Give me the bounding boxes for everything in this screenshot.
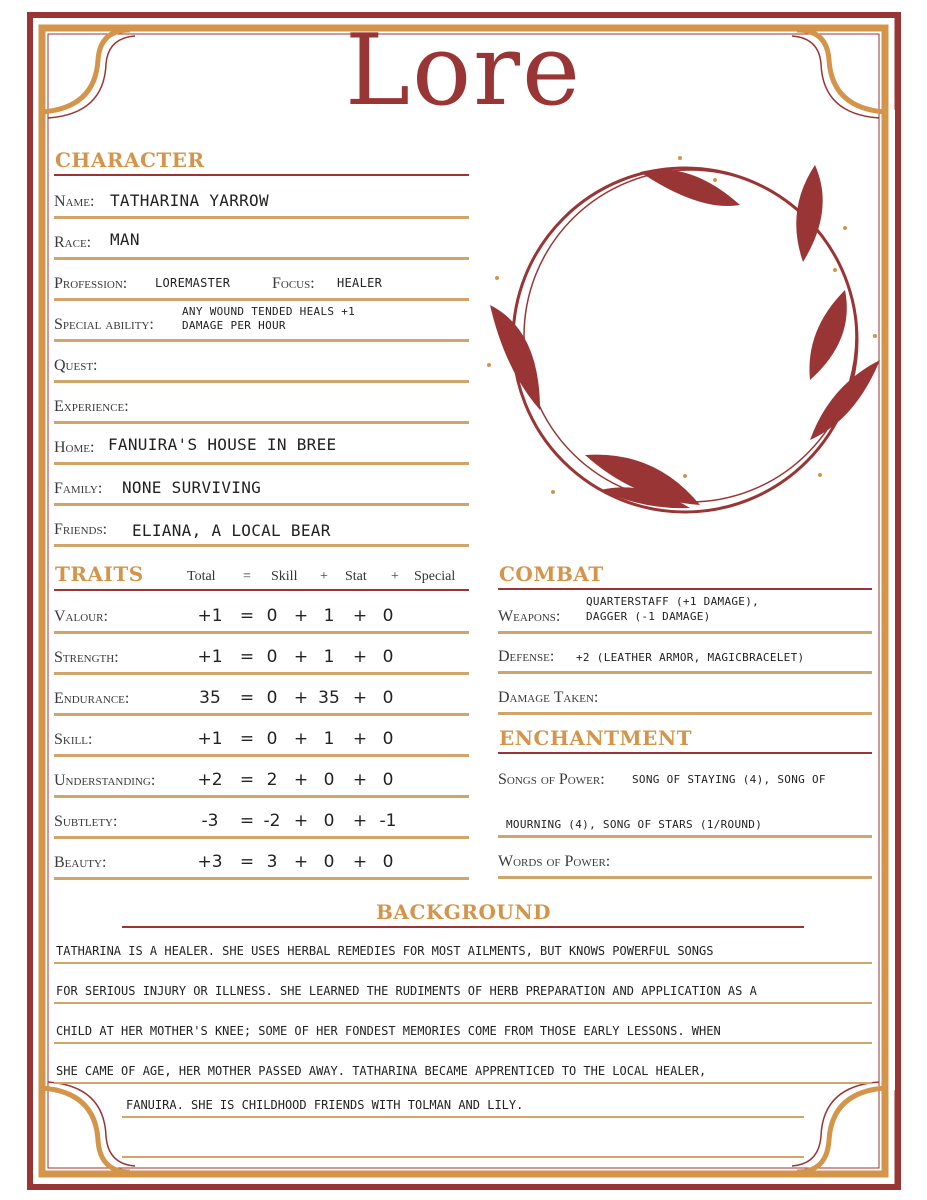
trait-stat-value[interactable]: 1	[323, 729, 335, 749]
trait-special-value[interactable]: 0	[382, 852, 394, 872]
home-value[interactable]: FANUIRA'S HOUSE IN BREE	[108, 435, 337, 454]
trait-label: Endurance:	[54, 690, 130, 707]
trait-label: Understanding:	[54, 772, 156, 789]
defense-row[interactable]	[498, 631, 872, 674]
home-row[interactable]	[54, 422, 469, 465]
trait-p2-value: +	[352, 770, 368, 790]
songs-line1[interactable]: SONG OF STAYING (4), SONG OF	[632, 773, 826, 786]
background-line-6[interactable]	[122, 1120, 804, 1158]
background-line-3[interactable]	[54, 1006, 872, 1044]
words-of-power-row[interactable]	[498, 836, 872, 879]
trait-row[interactable]	[54, 796, 469, 839]
defense-value[interactable]: +2 (LEATHER ARMOR, MAGICBRACELET)	[576, 651, 805, 664]
trait-p1-value: +	[293, 811, 309, 831]
friends-label: Friends:	[54, 521, 108, 538]
defense-label: Defense:	[498, 648, 555, 665]
trait-stat-value[interactable]: 35	[318, 688, 340, 708]
family-label: Family:	[54, 480, 103, 497]
weapons-line1[interactable]: QUARTERSTAFF (+1 DAMAGE),	[586, 595, 760, 608]
traits-col-eq: =	[243, 569, 251, 584]
trait-skill-value[interactable]: -2	[263, 811, 281, 831]
trait-total-value[interactable]: +1	[197, 606, 223, 626]
trait-stat-value[interactable]: 0	[323, 811, 335, 831]
trait-p1-value: +	[293, 606, 309, 626]
name-label: Name:	[54, 193, 95, 210]
trait-eq-value: =	[239, 811, 255, 831]
trait-p1-value: +	[293, 647, 309, 667]
background-heading: BACKGROUND	[376, 900, 551, 924]
trait-row[interactable]	[54, 591, 469, 634]
trait-skill-value[interactable]: 0	[266, 688, 278, 708]
traits-col-skill: Skill	[271, 569, 298, 584]
trait-special-value[interactable]: 0	[382, 729, 394, 749]
background-text-1: TATHARINA IS A HEALER. SHE USES HERBAL REMEDIES FOR MOST AILMENTS, BUT KNOWS POWERFUL SONGS	[56, 944, 714, 958]
background-text-5: FANUIRA. SHE IS CHILDHOOD FRIENDS WITH TOLMAN AND LILY.	[126, 1098, 524, 1112]
trait-row[interactable]	[54, 755, 469, 798]
songs-of-power-row[interactable]	[498, 754, 872, 794]
trait-eq-value: =	[239, 852, 255, 872]
trait-eq-value: =	[239, 647, 255, 667]
trait-row[interactable]	[54, 714, 469, 757]
trait-total-value[interactable]: +1	[197, 647, 223, 667]
profession-label: Profession:	[54, 275, 128, 292]
friends-row[interactable]	[54, 504, 469, 547]
weapons-row[interactable]	[498, 591, 872, 634]
songs-of-power-row-2[interactable]	[498, 795, 872, 838]
character-heading: CHARACTER	[55, 148, 205, 172]
race-row[interactable]	[54, 217, 469, 260]
trait-skill-value[interactable]: 0	[266, 729, 278, 749]
background-line-4[interactable]	[54, 1046, 872, 1084]
trait-p1-value: +	[293, 688, 309, 708]
trait-eq-value: =	[239, 688, 255, 708]
trait-skill-value[interactable]: 0	[266, 606, 278, 626]
traits-col-stat: Stat	[345, 569, 367, 584]
trait-stat-value[interactable]: 0	[323, 770, 335, 790]
trait-skill-value[interactable]: 2	[266, 770, 278, 790]
trait-total-value[interactable]: -3	[201, 811, 219, 831]
family-value[interactable]: NONE SURVIVING	[122, 478, 262, 497]
traits-col-special: Special	[414, 569, 456, 584]
trait-p1-value: +	[293, 729, 309, 749]
damage-taken-row[interactable]	[498, 672, 872, 715]
special-ability-row[interactable]	[54, 299, 469, 342]
traits-heading: TRAITS	[55, 562, 144, 586]
songs-of-power-label: Songs of Power:	[498, 771, 605, 788]
trait-special-value[interactable]: 0	[382, 606, 394, 626]
trait-total-value[interactable]: +3	[197, 852, 223, 872]
background-text-2: FOR SERIOUS INJURY OR ILLNESS. SHE LEARNED THE RUDIMENTS OF HERB PREPARATION AND APPLICATION AS A	[56, 984, 757, 998]
combat-heading: COMBAT	[499, 562, 604, 586]
name-value[interactable]: TATHARINA YARROW	[110, 191, 269, 210]
background-text-3: CHILD AT HER MOTHER'S KNEE; SOME OF HER FONDEST MEMORIES COME FROM THOSE EARLY LESSONS. WHEN	[56, 1024, 721, 1038]
special-ability-label: Special ability:	[54, 316, 154, 333]
trait-p1-value: +	[293, 770, 309, 790]
trait-p2-value: +	[352, 647, 368, 667]
special-ability-line1[interactable]: ANY WOUND TENDED HEALS +1	[182, 305, 356, 318]
home-label: Home:	[54, 439, 95, 456]
traits-col-plus2: +	[391, 569, 399, 584]
weapons-label: Weapons:	[498, 608, 561, 625]
trait-stat-value[interactable]: 0	[323, 852, 335, 872]
trait-special-value[interactable]: -1	[379, 811, 397, 831]
combat-heading-rule	[498, 588, 872, 590]
trait-eq-value: =	[239, 729, 255, 749]
weapons-line2[interactable]: DAGGER (-1 DAMAGE)	[586, 610, 711, 623]
trait-total-value[interactable]: +1	[197, 729, 223, 749]
trait-p2-value: +	[352, 811, 368, 831]
trait-p2-value: +	[352, 852, 368, 872]
focus-value[interactable]: HEALER	[337, 276, 383, 290]
trait-skill-value[interactable]: 3	[266, 852, 278, 872]
race-label: Race:	[54, 234, 92, 251]
words-of-power-label: Words of Power:	[498, 853, 611, 870]
enchantment-heading: ENCHANTMENT	[499, 726, 693, 750]
trait-skill-value[interactable]: 0	[266, 647, 278, 667]
trait-eq-value: =	[239, 770, 255, 790]
trait-special-value[interactable]: 0	[382, 647, 394, 667]
family-row[interactable]	[54, 463, 469, 506]
quest-row[interactable]	[54, 340, 469, 383]
friends-value[interactable]: ELIANA, A LOCAL BEAR	[132, 521, 331, 540]
experience-label: Experience:	[54, 398, 129, 415]
traits-col-total: Total	[187, 569, 216, 584]
race-value[interactable]: MAN	[110, 230, 140, 249]
profession-row[interactable]	[54, 258, 469, 301]
quest-label: Quest:	[54, 357, 98, 374]
name-row[interactable]	[54, 176, 469, 219]
trait-row[interactable]	[54, 837, 469, 880]
trait-row[interactable]	[54, 632, 469, 675]
sheet-title: Lore	[345, 14, 582, 128]
background-text-4: SHE CAME OF AGE, HER MOTHER PASSED AWAY. TATHARINA BECAME APPRENTICED TO THE LOCAL HEALER,	[56, 1064, 707, 1078]
trait-total-value[interactable]: 35	[199, 688, 221, 708]
trait-row[interactable]	[54, 673, 469, 716]
trait-stat-value[interactable]: 1	[323, 647, 335, 667]
portrait-wreath[interactable]	[485, 150, 885, 520]
trait-p1-value: +	[293, 852, 309, 872]
trait-eq-value: =	[239, 606, 255, 626]
special-ability-line2[interactable]: DAMAGE PER HOUR	[182, 319, 286, 332]
background-line-1[interactable]	[54, 926, 872, 964]
trait-label: Strength:	[54, 649, 119, 666]
background-line-2[interactable]	[54, 966, 872, 1004]
trait-stat-value[interactable]: 1	[323, 606, 335, 626]
trait-label: Skill:	[54, 731, 93, 748]
trait-p2-value: +	[352, 729, 368, 749]
experience-row[interactable]	[54, 381, 469, 424]
trait-label: Subtlety:	[54, 813, 118, 830]
background-line-5[interactable]	[122, 1080, 804, 1118]
songs-line2[interactable]: MOURNING (4), SONG OF STARS (1/ROUND)	[506, 818, 763, 831]
trait-total-value[interactable]: +2	[197, 770, 223, 790]
trait-p2-value: +	[352, 688, 368, 708]
traits-col-plus1: +	[320, 569, 328, 584]
trait-label: Beauty:	[54, 854, 107, 871]
profession-value[interactable]: LOREMASTER	[155, 276, 231, 290]
trait-p2-value: +	[352, 606, 368, 626]
damage-taken-label: Damage Taken:	[498, 689, 599, 706]
trait-special-value[interactable]: 0	[382, 770, 394, 790]
trait-special-value[interactable]: 0	[382, 688, 394, 708]
trait-label: Valour:	[54, 608, 108, 625]
focus-label: Focus:	[272, 275, 315, 292]
